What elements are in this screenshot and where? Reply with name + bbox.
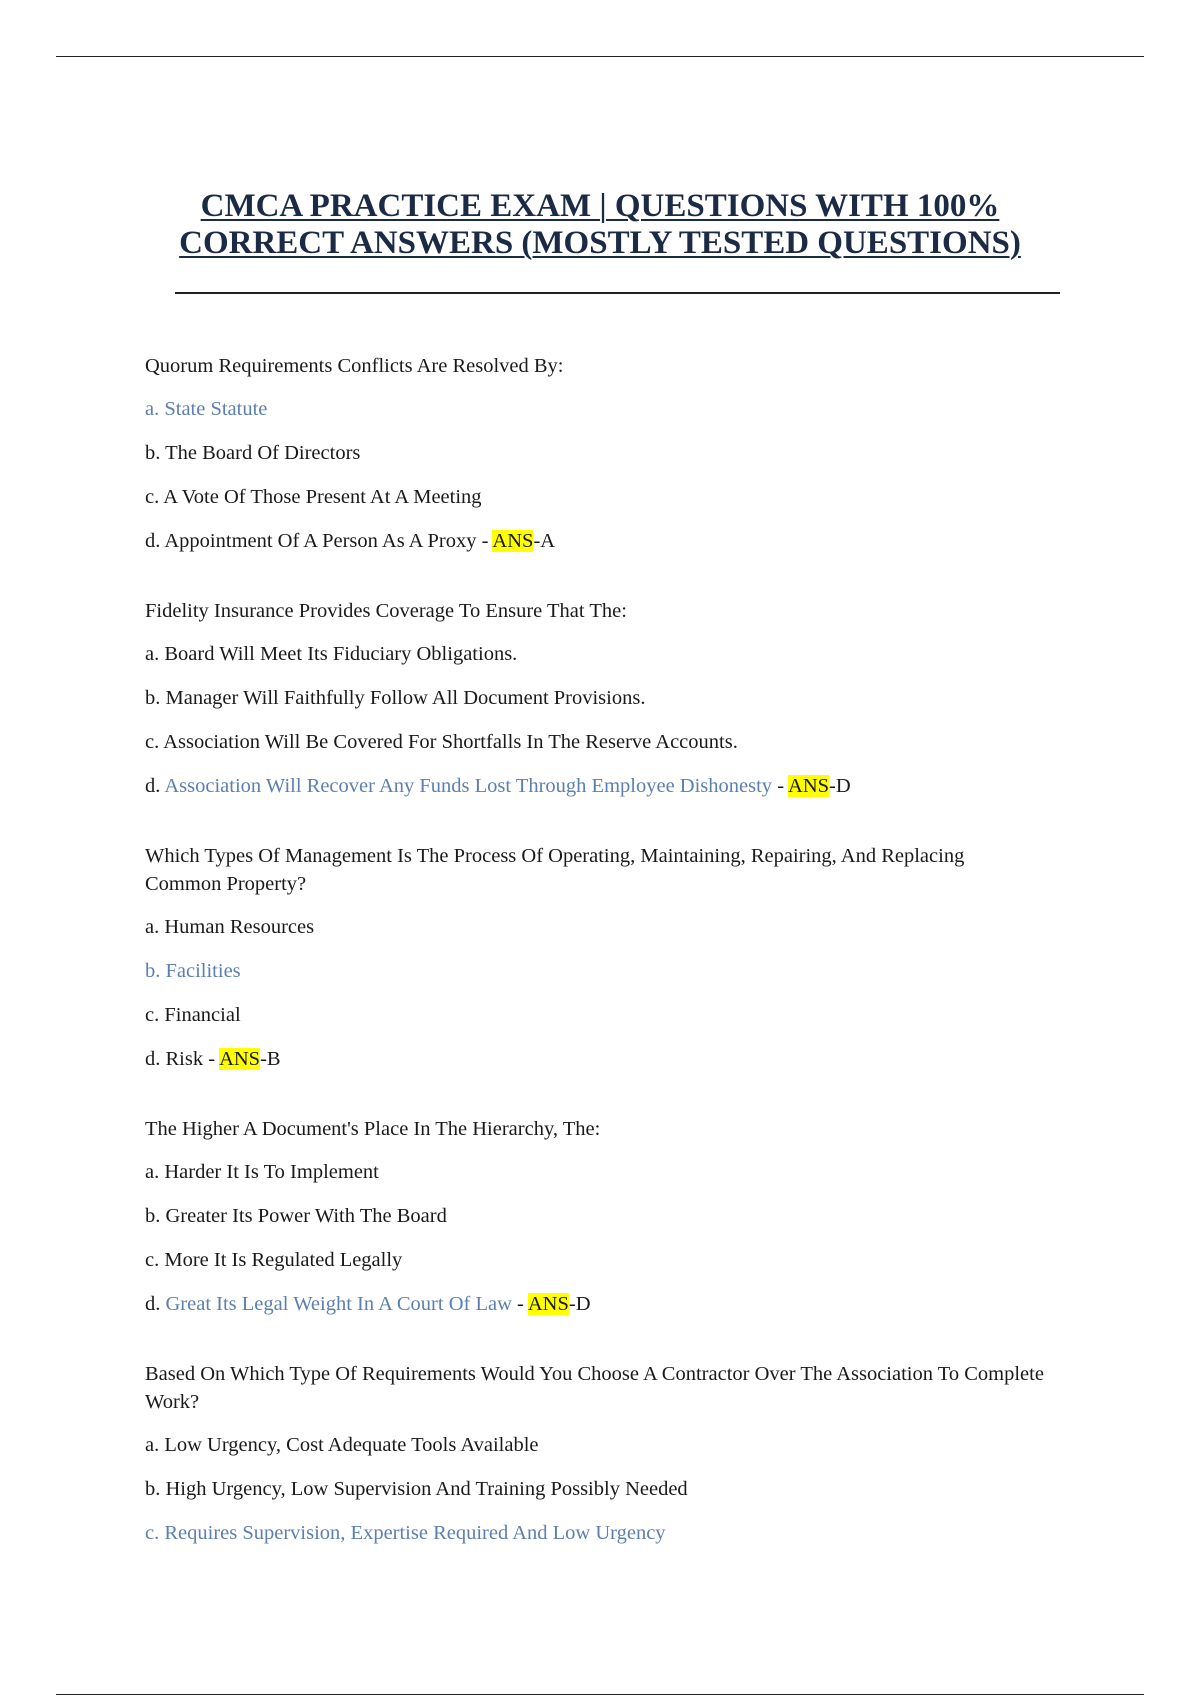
top-page-rule [56,56,1144,57]
option-c: c. Association Will Be Covered For Shortfalls In The Reserve Accounts. [145,731,738,753]
question-3 [145,842,1045,1073]
option-a-correct: a. State Statute [145,398,268,420]
option-a: a. Board Will Meet Its Fiduciary Obligations. [145,643,518,665]
question-2 [145,597,1045,800]
option-d: d. Appointment Of A Person As A Proxy - ANS-A [145,530,556,552]
option-a: a. Low Urgency, Cost Adequate Tools Available [145,1434,539,1456]
option-d-correct-text: Great Its Legal Weight In A Court Of Law [165,1293,512,1315]
option-a: a. Human Resources [145,916,315,938]
option-c: c. A Vote Of Those Present At A Meeting [145,486,482,508]
option-c-correct: c. Requires Supervision, Expertise Required And Low Urgency [145,1522,666,1544]
answer-marker: ANS [527,1293,569,1315]
question-text: Quorum Requirements Conflicts Are Resolved By: [145,355,564,377]
answer-marker: ANS [788,775,830,797]
option-d: d. Association Will Recover Any Funds Lost Through Employee Dishonesty - ANS-D [145,775,851,797]
option-b: b. High Urgency, Low Supervision And Training Possibly Needed [145,1478,688,1500]
question-list [145,352,1045,1589]
question-4 [145,1115,1045,1318]
title-divider [175,292,1060,294]
answer-letter: D [835,775,851,797]
answer-letter: A [540,530,556,552]
document-title [145,188,1055,262]
answer-letter: D [575,1293,591,1315]
question-text: The Higher A Document's Place In The Hierarchy, The: [145,1118,601,1140]
question-text: Fidelity Insurance Provides Coverage To Ensure That The: [145,600,627,622]
answer-marker: ANS [492,530,534,552]
option-a: a. Harder It Is To Implement [145,1161,379,1183]
question-text: Which Types Of Management Is The Process Of Operating, Maintaining, Repairing, And Replacing Common Property? [145,845,965,895]
bottom-page-rule [56,1694,1144,1695]
title-line-2: CORRECT ANSWERS (MOSTLY TESTED QUESTIONS) [179,225,1021,261]
option-b-correct: b. Facilities [145,960,241,982]
answer-marker: ANS [219,1048,261,1070]
option-b: b. The Board Of Directors [145,442,361,464]
answer-letter: B [266,1048,281,1070]
option-b: b. Greater Its Power With The Board [145,1205,447,1227]
question-text: Based On Which Type Of Requirements Would You Choose A Contractor Over The Association To Complete Work? [145,1363,1044,1413]
question-1 [145,352,1045,555]
option-d-text: d. Risk [145,1048,204,1070]
option-c: c. Financial [145,1004,241,1026]
option-b: b. Manager Will Faithfully Follow All Document Provisions. [145,687,646,709]
option-d-prefix: d. [145,1293,166,1315]
option-d-prefix: d. [145,775,165,797]
option-d: d. Great Its Legal Weight In A Court Of Law - ANS-D [145,1293,591,1315]
option-d: d. Risk - ANS-B [145,1048,281,1070]
title-line-1: CMCA PRACTICE EXAM | QUESTIONS WITH 100% [200,188,1000,224]
option-d-text: d. Appointment Of A Person As A Proxy [145,530,477,552]
option-d-correct-text: Association Will Recover Any Funds Lost Through Employee Dishonesty [164,775,773,797]
option-c: c. More It Is Regulated Legally [145,1249,403,1271]
question-5 [145,1360,1045,1547]
